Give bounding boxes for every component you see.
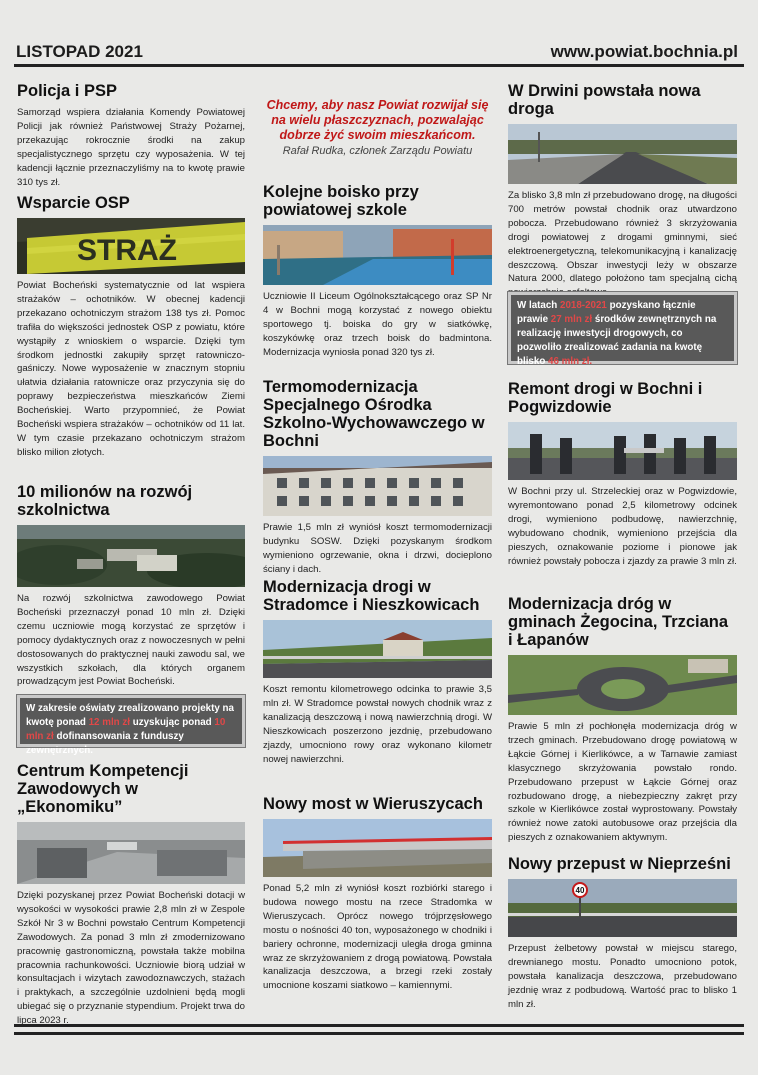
osp-photo [17, 218, 245, 274]
article-remont [508, 380, 737, 568]
article-gminy [508, 595, 737, 845]
box-text: W latach [517, 300, 561, 311]
article-policja [17, 82, 245, 189]
article-text: Koszt remontu kilometrowego odcinka to prawie 3,5 mln zł. W Stradomce powstał nowych chodnik wraz z kanalizacją deszczową i nową nawierzchnią drogi. W Nieszkowicach poszerzono jezdnię, przebudowano zjazdy, umocniono rowy oraz wykonano kilometr nowej nawierzchni. [263, 684, 492, 765]
article-title: Centrum Kompetencji Zawodowych w „Ekonomiku” [17, 762, 189, 816]
article-title: Kolejne boisko przy powiatowej szkole [263, 183, 419, 219]
article-title: Nowy przepust w Nieprześni [508, 855, 731, 873]
website-address[interactable]: www.powiat.bochnia.pl [550, 42, 738, 61]
article-sosw [263, 378, 492, 577]
header-rule [14, 64, 744, 67]
kitchen-photo [17, 822, 245, 884]
article-boisko [263, 183, 492, 360]
quote [263, 98, 492, 159]
quote-author: Rafał Rudka, członek Zarządu Powiatu [282, 145, 473, 157]
article-text: Dzięki pozyskanej przez Powiat Bocheński dotacji w wysokości w wysokości prawie 2,8 mln zł w Zespole Szkół Nr 3 w Bochni powstało Centrum Kompetencji Zawodowych. Za ponad 3 mln zł zmodernizowano pracownię gastronomiczną, powstała także mobilna pracownia rachunkowości. Uczniowie biorą udział w konsultacjach i wizytach zawodoznawczych, stażach i praktykach, a szczególnie uzdolnieni będą mogli ubiegać się o przyznanie stypendium. Projekt trwa do lipca 2023 r. [17, 890, 245, 1027]
article-text: Przepust żelbetowy powstał w miejscu starego, drewnianego mostu. Ponadto umocniono potok, powstała kanalizacja deszczowa, przebudowano jezdnię wraz z podbudową. Wartość prac to blisko 1 mln zł. [508, 943, 737, 1010]
article-szkolnictwo [17, 483, 245, 689]
article-stradomka [263, 578, 492, 766]
article-ckz [17, 762, 245, 1028]
box-text: dofinansowania z funduszy zewnętrznych. [26, 731, 184, 756]
article-title: 10 milionów na rozwój szkolnictwa [17, 483, 193, 519]
article-title: Termomodernizacja Specjalnego Ośrodka Szkolno-Wychowawczego w Bochni [263, 378, 485, 450]
issue-date: LISTOPAD 2021 [16, 42, 143, 61]
article-text: Prawie 1,5 mln zł wyniósł koszt termomodernizacji budynku SOSW. Dzięki pozyskanym środkom wymieniono ogrzewanie, okna i drzwi, docieplono ściany i dach. [263, 522, 492, 575]
education-funding-box [17, 695, 245, 756]
roundabout-photo [508, 655, 737, 715]
box-highlight: 12 mln zł [88, 717, 130, 728]
roads-funding-box [508, 292, 737, 367]
school-aerial-photo [17, 525, 245, 587]
article-most [263, 795, 492, 993]
article-text: Uczniowie II Liceum Ogólnokształcącego oraz SP Nr 4 w Bochni mogą korzystać z nowego obiektu sportowego tj. boiska do gry w siatkówkę, koszykówkę oraz trzech boisk do badmintona. Modernizacja wyniosła ponad 320 tys zł. [263, 291, 492, 358]
article-title: Wsparcie OSP [17, 194, 130, 212]
article-text: W Bochni przy ul. Strzeleckiej oraz w Pogwizdowie, wyremontowano ponad 2,5 kilometrowy odcinek drogi, wymieniono podbudowę, nawierzchnię, wybudowano chodnik, wymieniono przejścia dla pieszych, oznakowanie poziome i pionowe jak również powstały pobocza i zjazdy za prawie 3 mln zł. [508, 486, 737, 567]
article-title: Modernizacja dróg w gminach Żegocina, Trzciana i Łapanów [508, 595, 729, 649]
article-drwinia [508, 82, 737, 300]
article-title: Policja i PSP [17, 82, 117, 100]
road-stradomka-photo [263, 620, 492, 678]
box-text: uzyskując ponad [130, 717, 215, 728]
culvert-photo [508, 879, 737, 937]
article-text: Za blisko 3,8 mln zł przebudowano drogę, na długości 700 metrów powstał chodnik oraz utwardzono pobocza. Przebudowano również 3 skrzyżowania drogi powiatowej z drogami gminnymi, sieć elektroenergetyczną, telekomunikacyjną i kanalizację deszczową. Obszar inwestycji leży w obszarze Natura 2000, dlatego położono tam specjalną cichą [508, 190, 737, 285]
bridge-photo [263, 819, 492, 877]
article-title: Nowy most w Wieruszycach [263, 795, 483, 813]
article-text: Na rozwój szkolnictwa zawodowego Powiat Bocheński przeznaczył ponad 10 mln zł. Dzięki czemu uczniowie mogą korzystać ze sprzętów i pomocy dydaktycznych oraz z nowoczesnych w pełni dostosowanych do praktycznej nauki zawodu sal, we wszystkich szkołach, dla których organem prowadzącym jest Powiat Bocheński. [17, 593, 245, 688]
article-text: Prawie 5 mln zł pochłonęła modernizacja dróg w trzech gminach. Przebudowano drogę powiatową w Łąkcie Górnej i Kierlikówce, a w Tarnawie zamiast klasycznego skrzyżowania powstało rondo. Przebudowano przepust w Łąkcie Górnej oraz rozbudowano drogę, a niebezpieczny zakręt przy szkole w Kierlikówce został wyprostowany. Powstały również nowe zatoki autobusowe oraz przejścia dla pieszych z oznakowaniem aktywnym. [508, 721, 737, 844]
officials-road-photo [508, 422, 737, 480]
drwinia-road-photo [508, 124, 737, 184]
box-text: środków zewnętrznych na realizację inwestycji drogowych, co pozwoliło zrealizować zadania na kwotę blisko [517, 314, 717, 367]
box-highlight: 27 mln zł [550, 314, 593, 325]
article-text: Samorząd wspiera działania Komendy Powiatowej Policji jak również Państwowej Straży Pożarnej, przekazując rokrocznie środki na zakup specjalistycznego sprzętu czy wyposażenia. W tej kadencji łącznie przeznaczyliśmy na to kwotę prawie 310 tys zł. [17, 107, 245, 188]
sports-field-photo [263, 225, 492, 285]
box-text: pozyskano łącznie prawie [517, 300, 696, 325]
article-osp [17, 194, 245, 460]
article-text: Ponad 5,2 mln zł wyniósł koszt rozbiórki starego i budowa nowego mostu na rzece Stradomka w Wieruszycach. Oprócz nowego trójprzęsłowego mostu o nośności 40 ton, wyposażonego w chodniki i bariery ochronne, modernizacji uległa droga gminna wraz ze skrzyżowaniem z drogą powiatową. Powstała kanalizacja deszczowa, a brzegi rzeki zostały umocnione koszami siatkowo – kamiennymi. [263, 883, 492, 992]
box-highlight: 46 mln zł. [548, 356, 593, 367]
quote-text: Chcemy, aby nasz Powiat rozwijał się na wielu płaszczyznach, pozwalając dobrze żyć swoim mieszkańcom. [266, 98, 489, 142]
footer-rule-bottom [14, 1032, 744, 1035]
box-highlight: 2018-2021 [560, 300, 607, 311]
article-title: Modernizacja drogi w Stradomce i Nieszkowicach [263, 578, 480, 614]
box-text: W zakresie oświaty zrealizowano projekty na kwotę ponad [26, 703, 234, 728]
article-przepust [508, 855, 737, 1012]
box-highlight: 10 mln zł [26, 717, 226, 742]
article-text: Powiat Bocheński systematycznie od lat wspiera strażaków – ochotników. W obecnej kadencji przekazano ochotniczym strażom 138 tys zł. Pomoc trafiła do większości jednostek OSP z powiatu, które wystąpiły z wnioskiem o wsparcie. Dzięki tym środkom jednostki zakupiły sprzęt ratowniczo-gaśniczy. Nowe wyposażenie w znacznym stopniu ułatwia działania ratownicze oraz przyczynia się do poprawy bezpieczeństwa mieszkańców Ziemi Bocheńskiej. Warto przypomnieć, że Powiat Bocheński wspiera strażaków – ochotników od 11 lat. W tym czasie przekazano ochotniczym strażom blisko milion złotych. [17, 280, 245, 458]
sosw-building-photo [263, 456, 492, 516]
article-title: W Drwini powstała nowa droga [508, 82, 701, 118]
article-title: Remont drogi w Bochni i Pogwizdowie [508, 380, 703, 416]
speed-sign-label: 40 [575, 886, 585, 895]
osp-photo-label: STRAŻ [77, 234, 177, 267]
